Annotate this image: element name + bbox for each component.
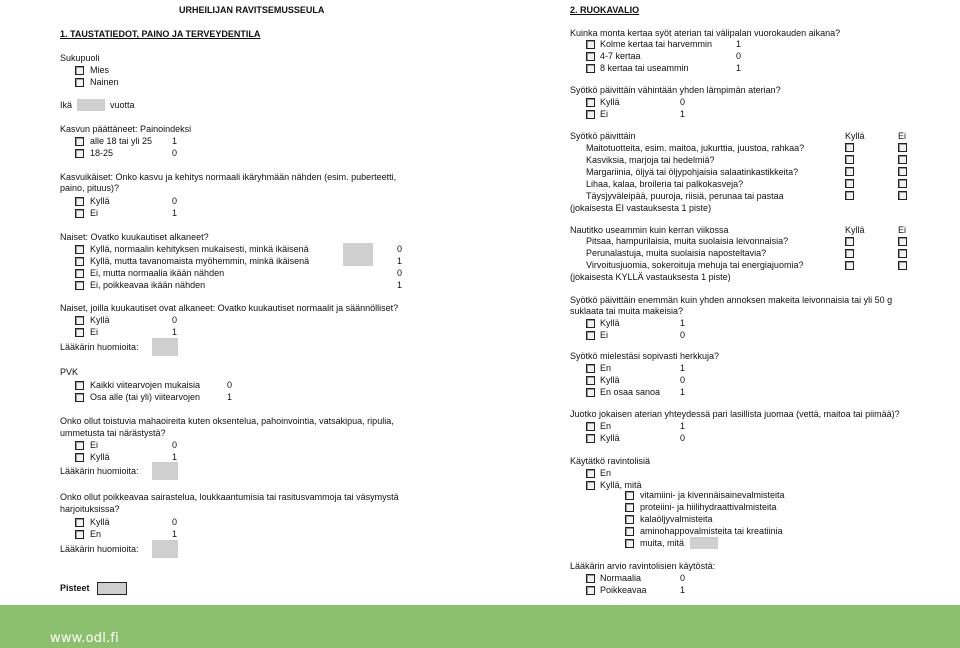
food-yes-checkbox[interactable] [845,167,854,176]
pvk-checkbox[interactable] [75,381,84,390]
option-points: 0 [736,51,742,61]
option-text: En [600,421,612,431]
food-item: Margariinia, öljyä tai öljypohjaisia salaatinkastikkeita? [586,167,799,177]
gender-label: Sukupuoli [60,53,100,63]
stomach-question: Onko ollut toistuvia mahaoireita kuten oksentelua, pahoinvointia, vatsakipua, ripulia, [60,416,394,426]
regularity-question: Naiset, joilla kuukautiset ovat alkaneet: Ovatko kuukautiset normaalit ja säännölliset? [60,303,399,313]
option-text: Kyllä, mutta tavanomaista myöhemmin, minkä ikäisenä [90,256,310,266]
option-text: Normaalia [600,573,642,583]
illness-checkbox[interactable] [75,518,84,527]
bmi-checkbox[interactable] [75,137,84,146]
drink-checkbox[interactable] [586,434,595,443]
option-points: 0 [680,573,686,583]
growth-question: Kasvuikäiset: Onko kasvu ja kehitys normaali ikäryhmään nähden (esim. puberteetti, [60,172,397,182]
gender-male-checkbox[interactable] [75,66,84,75]
option-points: 0 [680,433,686,443]
supplement-type-checkbox[interactable] [625,503,634,512]
supplement-type-checkbox[interactable] [625,527,634,536]
option-points: 1 [680,387,686,397]
meals-checkbox[interactable] [586,40,595,49]
option-text: En [90,529,102,539]
treats-checkbox[interactable] [586,364,595,373]
option-text: Ei, poikkeavaa ikään nähden [90,280,206,290]
treats-question: Syötkö mielestäsi sopivasti herkkuja? [570,351,720,361]
option-points: 0 [172,315,178,325]
option-points: 1 [680,318,686,328]
food-item: Täysjyväleipää, puuroja, riisiä, perunaa tai pastaa [586,191,784,201]
option-points: 1 [736,63,742,73]
option-text: 8 kertaa tai useammin [600,63,689,73]
stomach-question-cont: ummetusta tai närästystä? [60,428,166,438]
supplement-type: kalaöljyvalmisteita [640,514,713,524]
option-text: Ei [600,109,609,119]
doctor-notes-label: Lääkärin huomioita: [60,342,139,352]
option-points: 1 [397,256,403,266]
doctor-notes-input[interactable] [152,540,178,558]
option-text: Ei, mutta normaalia ikään nähden [90,268,225,278]
meals-question: Kuinka monta kertaa syöt aterian tai välipalan vuorokauden aikana? [570,28,841,38]
option-text: Poikkeavaa [600,585,647,595]
supplement-type: proteiini- ja hiilihydraattivalmisteita [640,502,777,512]
menstruation-question: Naiset: Ovatko kuukautiset alkaneet? [60,232,209,242]
option-points: 1 [172,327,178,337]
illness-question: Onko ollut poikkeavaa sairastelua, loukkaantumisia tai rasitusvammoja tai väsymystä [60,492,399,502]
age-input[interactable] [77,99,105,111]
food-no-checkbox[interactable] [898,191,907,200]
food-item: Virvoitusjuomia, sokeroituja mehuja tai energiajuomia? [586,260,804,270]
option-points: 0 [397,268,403,278]
food-item: Kasviksia, marjoja tai hedelmiä? [586,155,715,165]
food-yes-checkbox[interactable] [845,179,854,188]
option-text: Kyllä [90,315,110,325]
section-2-heading: 2. RUOKAVALIO [570,5,640,15]
option-text: Ei [600,330,609,340]
total-points-label: Pisteet [60,583,90,593]
food-yes-checkbox[interactable] [845,249,854,258]
sweets-checkbox[interactable] [586,319,595,328]
assessment-checkbox[interactable] [586,574,595,583]
option-text: En [600,363,612,373]
doctor-assessment-label: Lääkärin arvio ravintolisien käytöstä: [570,561,716,571]
yes-column-header: Kyllä [845,225,865,235]
stomach-checkbox[interactable] [75,441,84,450]
option-text: En osaa sanoa [600,387,661,397]
growth-checkbox[interactable] [75,209,84,218]
other-supplement-input[interactable] [690,537,718,549]
pvk-checkbox[interactable] [75,393,84,402]
supplements-checkbox[interactable] [586,481,595,490]
menstruation-checkbox[interactable] [75,281,84,290]
option-text: Ei [90,327,99,337]
option-text: Kaikki viitearvojen mukaisia [90,380,201,390]
option-points: 0 [172,517,178,527]
option-text: Kyllä [600,375,620,385]
yes-column-header: Kyllä [845,131,865,141]
option-points: 1 [172,208,178,218]
food-item: Maitotuotteita, esim. maitoa, jukurttia, juustoa, rahkaa? [586,143,805,153]
gender-option: Nainen [90,77,119,87]
warm-meal-checkbox[interactable] [586,98,595,107]
option-points: 1 [172,452,178,462]
growth-question-cont: paino, pituus)? [60,183,120,193]
option-text: Kyllä [600,433,620,443]
footer-url[interactable]: www.odl.fi [50,631,119,646]
supplement-type: muita, mitä [640,538,685,548]
assessment-checkbox[interactable] [586,586,595,595]
option-text: Ei [90,208,99,218]
regularity-checkbox[interactable] [75,316,84,325]
supplements-checkbox[interactable] [586,469,595,478]
scoring-note: (jokaisesta KYLLÄ vastauksesta 1 piste) [570,272,731,282]
scoring-note: (jokaisesta EI vastauksesta 1 piste) [570,203,712,213]
no-column-header: Ei [898,131,907,141]
option-points: 1 [680,421,686,431]
supplement-type-checkbox[interactable] [625,515,634,524]
option-points: 1 [227,392,233,402]
doctor-notes-label: Lääkärin huomioita: [60,466,139,476]
growth-checkbox[interactable] [75,197,84,206]
food-item: Perunalastuja, muita suolaisia naposteltavia? [586,248,767,258]
menstruation-checkbox[interactable] [75,257,84,266]
sweets-checkbox[interactable] [586,331,595,340]
option-points: 0 [172,440,178,450]
option-text: Kolme kertaa tai harvemmin [600,39,713,49]
option-points: 0 [397,244,403,254]
option-text: En [600,468,612,478]
meals-checkbox[interactable] [586,64,595,73]
option-points: 0 [680,97,686,107]
supplement-type-checkbox[interactable] [625,491,634,500]
menstruation-checkbox[interactable] [75,269,84,278]
food-no-checkbox[interactable] [898,249,907,258]
sweets-question-cont: suklaata tai muita makeisia? [570,306,684,316]
option-text: Kyllä [90,517,110,527]
option-text: Kyllä [90,452,110,462]
warm-meal-checkbox[interactable] [586,110,595,119]
illness-checkbox[interactable] [75,530,84,539]
food-yes-checkbox[interactable] [845,155,854,164]
regularity-checkbox[interactable] [75,328,84,337]
supplements-question: Käytätkö ravintolisiä [570,456,651,466]
weekly-food-question: Nautitko useammin kuin kerran viikossa [570,225,729,235]
food-yes-checkbox[interactable] [845,143,854,152]
sweets-question: Syötkö päivittäin enemmän kuin yhden annoksen makeita leivonnaisia tai yli 50 g [570,295,893,305]
doctor-notes-input[interactable] [152,338,178,356]
doctor-notes-label: Lääkärin huomioita: [60,544,139,554]
option-points: 1 [680,109,686,119]
option-text: 4-7 kertaa [600,51,641,61]
stomach-checkbox[interactable] [75,453,84,462]
option-points: 1 [680,585,686,595]
section-1-heading: 1. TAUSTATIEDOT, PAINO JA TERVEYDENTILA [60,29,261,39]
pvk-label: PVK [60,367,79,377]
food-no-checkbox[interactable] [898,179,907,188]
age-label: Ikä [60,100,73,110]
option-points: 1 [172,136,178,146]
option-text: Kyllä [600,318,620,328]
food-no-checkbox[interactable] [898,237,907,246]
option-text: Ei [90,440,99,450]
supplement-type-checkbox[interactable] [625,539,634,548]
option-text: Kyllä [90,196,110,206]
option-text: 18-25 [90,148,114,158]
option-points: 1 [397,280,403,290]
option-points: 0 [172,148,178,158]
option-points: 0 [227,380,233,390]
option-points: 1 [736,39,742,49]
illness-question-cont: harjoituksissa? [60,504,120,514]
gender-female-checkbox[interactable] [75,78,84,87]
food-no-checkbox[interactable] [898,155,907,164]
option-points: 0 [680,375,686,385]
option-text: Osa alle (tai yli) viitearvojen [90,392,201,402]
food-no-checkbox[interactable] [898,167,907,176]
food-item: Lihaa, kalaa, broileria tai palkokasveja? [586,179,744,189]
option-points: 0 [680,330,686,340]
age-at-onset-input[interactable] [343,243,373,266]
menstruation-checkbox[interactable] [75,245,84,254]
option-text: Kyllä [600,97,620,107]
no-column-header: Ei [898,225,907,235]
food-yes-checkbox[interactable] [845,237,854,246]
food-no-checkbox[interactable] [898,261,907,270]
gender-option: Mies [90,65,110,75]
treats-checkbox[interactable] [586,376,595,385]
supplement-type: aminohappovalmisteita tai kreatiinia [640,526,783,536]
option-text: Kyllä, mitä [600,480,642,490]
food-item: Pitsaa, hampurilaisia, muita suolaisia leivonnaisia? [586,236,789,246]
option-points: 1 [680,363,686,373]
drink-checkbox[interactable] [586,422,595,431]
treats-checkbox[interactable] [586,388,595,397]
option-points: 0 [172,196,178,206]
option-text: Kyllä, normaalin kehityksen mukaisesti, minkä ikäisenä [90,244,309,254]
drink-question: Juotko jokaisen aterian yhteydessä pari lasillista juomaa (vettä, maitoa tai piimää)? [570,409,900,419]
supplement-type: vitamiini- ja kivennäisainevalmisteita [640,490,785,500]
bmi-checkbox[interactable] [75,149,84,158]
food-yes-checkbox[interactable] [845,261,854,270]
footer-bar [0,605,960,648]
doctor-notes-input[interactable] [152,462,178,480]
total-points-input[interactable] [97,582,127,595]
option-text: alle 18 tai yli 25 [90,136,153,146]
food-no-checkbox[interactable] [898,143,907,152]
form-title: URHEILIJAN RAVITSEMUSSEULA [179,5,325,15]
food-yes-checkbox[interactable] [845,191,854,200]
age-unit: vuotta [110,100,135,110]
option-points: 1 [172,529,178,539]
bmi-question: Kasvun päättäneet: Painoindeksi [60,124,192,134]
meals-checkbox[interactable] [586,52,595,61]
daily-food-question: Syötkö päivittäin [570,131,636,141]
warm-meal-question: Syötkö päivittäin vähintään yhden lämpimän aterian? [570,85,781,95]
